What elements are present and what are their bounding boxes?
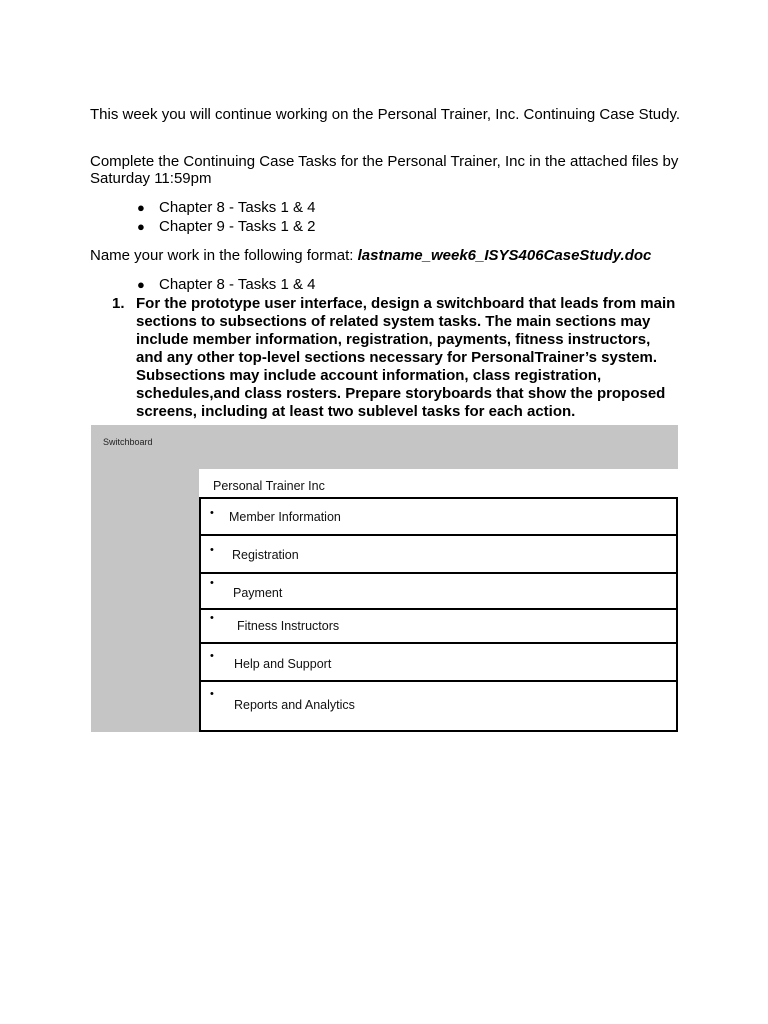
menu-item-help-and-support[interactable]: [199, 642, 678, 680]
switchboard-panel: [199, 469, 678, 732]
intro-paragraph-2: Complete the Continuing Case Tasks for the Personal Trainer, Inc in the attached files by Saturday 11:59pm: [90, 153, 679, 187]
menu-item-label: Member Information: [229, 510, 341, 524]
menu-item-label: Reports and Analytics: [234, 698, 355, 712]
task-number: 1.: [112, 295, 125, 312]
switchboard-mockup: [91, 425, 678, 732]
menu-item-label: Payment: [233, 586, 283, 600]
menu-item-payment[interactable]: [199, 572, 678, 608]
naming-instruction: [90, 247, 690, 264]
naming-prefix: Name your work in the following format:: [90, 247, 354, 264]
bullet-icon: •: [210, 688, 214, 700]
menu-item-reports-and-analytics[interactable]: [199, 680, 678, 732]
section-list: [137, 276, 315, 295]
menu-item-registration[interactable]: [199, 534, 678, 572]
menu-item-fitness-instructors[interactable]: [199, 608, 678, 642]
bullet-icon: •: [210, 577, 214, 589]
bullet-icon: •: [210, 544, 214, 556]
bullet-icon: ●: [137, 200, 145, 215]
menu-item-label: Fitness Instructors: [237, 619, 340, 633]
menu-item-member-information[interactable]: [199, 497, 678, 534]
bullet-icon: •: [210, 507, 214, 519]
bullet-icon: •: [210, 612, 214, 624]
bullet-icon: ●: [137, 277, 145, 292]
bullet-icon: ●: [137, 218, 145, 234]
menu-item-label: Registration: [232, 548, 299, 562]
task-description: For the prototype user interface, design a switchboard that leads from main sections to subsections of related system tasks. The main sections may include member information, registration, payments, fitness instructors, and any other top-level sections necessary for PersonalTrainer’s system. Subsections may include account information, class registration, schedules,and class rosters. Prepare storyboards that show the proposed screens, including at least two sublevel tasks for each action.: [136, 295, 676, 420]
chapter-item: ● Chapter 8 - Tasks 1 & 4: [137, 199, 316, 216]
switchboard-title: Personal Trainer Inc: [213, 479, 325, 493]
intro-paragraph-1: This week you will continue working on the Personal Trainer, Inc. Continuing Case Study.: [90, 106, 681, 123]
menu-item-label: Help and Support: [234, 657, 332, 671]
chapter-item: ● Chapter 9 - Tasks 1 & 2: [137, 217, 316, 235]
filename-format: lastname_week6_ISYS406CaseStudy.doc: [357, 247, 652, 264]
section-item: ● Chapter 8 - Tasks 1 & 4: [137, 276, 316, 293]
switchboard-label: Switchboard: [103, 437, 153, 447]
bullet-icon: •: [210, 650, 214, 662]
chapter-list: [137, 199, 315, 236]
